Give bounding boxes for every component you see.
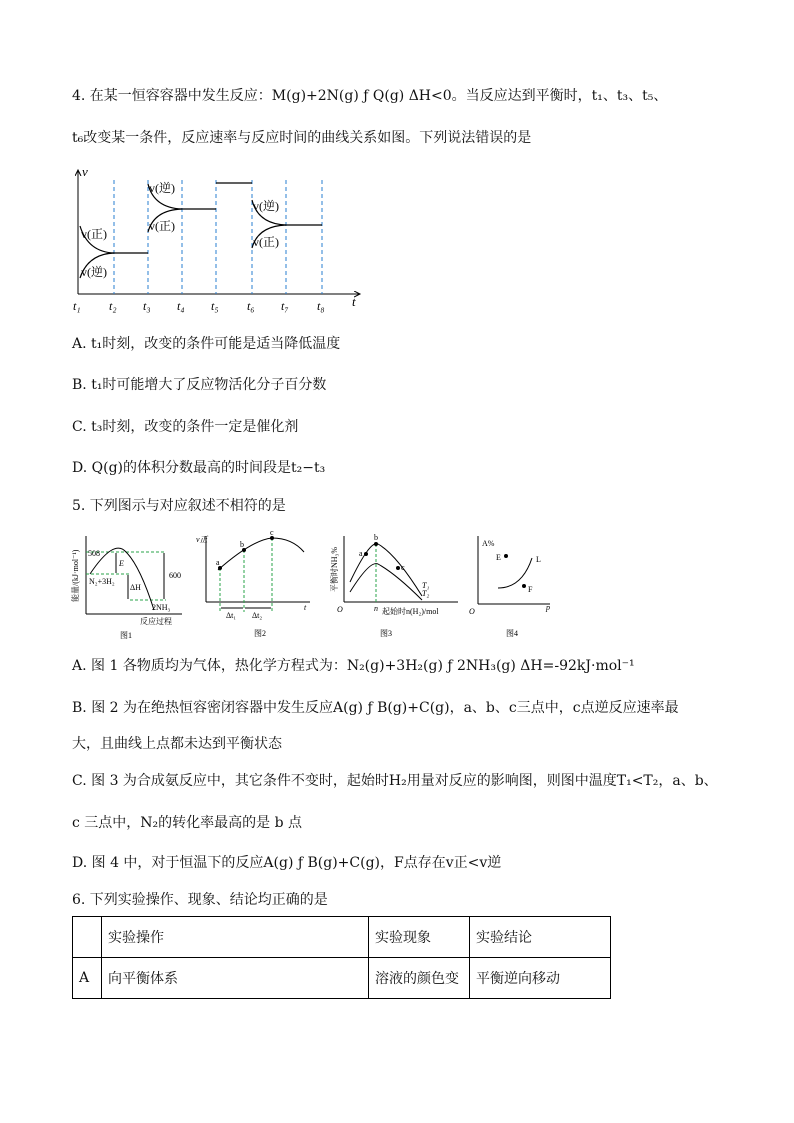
q5-stem: 5. 下列图示与对应叙述不相符的是 — [72, 498, 286, 514]
tick-t1: t₁ — [73, 299, 81, 313]
q4-option-d: D. Q(g)的体积分数最高的时间段是t₂−t₃ — [72, 460, 326, 476]
fig3-point-b: b — [374, 533, 378, 542]
q5-option-d: D. 图 4 中，对于恒温下的反应A(g) ƒ B(g)+C(g)，F点存在v正<v逆 — [72, 855, 502, 871]
fig2-ylabel: v正 — [196, 535, 208, 544]
curve-label-v-forward-3: v(正) — [253, 235, 279, 249]
q5-option-b-line1: B. 图 2 为在绝热恒容密闭容器中发生反应A(g) ƒ B(g)+C(g)，a、b、c三点中，c点逆反应速率最 — [72, 700, 679, 716]
fig2-point-a: a — [216, 558, 220, 567]
fig4-ylabel: A% — [482, 539, 495, 548]
fig1-value-508: 508 — [88, 549, 100, 558]
fig4-xlabel: p — [546, 603, 550, 612]
fig1-xlabel: 反应过程 — [140, 617, 172, 626]
fig2-caption: 图2 — [254, 629, 266, 638]
fig3-point-a: a — [359, 549, 363, 558]
fig2-point-b: b — [240, 540, 244, 549]
curve-label-v-reverse-2: v(逆) — [149, 181, 175, 195]
fig3-ylabel: 平衡时NH₃% — [330, 546, 339, 592]
q5-option-c-line1: C. 图 3 为合成氨反应中，其它条件不变时，起始时H₂用量对反应的影响图，则图中温度T₁<T₂，a、b、 — [72, 773, 718, 789]
curve-label-v-forward-2: v(正) — [149, 219, 175, 233]
table-header-row — [73, 917, 611, 958]
table-cell: 平衡逆向移动 — [470, 958, 611, 999]
q5-figure-2 — [192, 530, 314, 642]
x-axis-label: t — [352, 294, 356, 309]
q5-figure-1 — [70, 530, 190, 642]
curve-label-v-reverse-3: v(逆) — [253, 199, 279, 213]
fig1-value-600: 600 — [169, 571, 181, 580]
fig2-point-c: c — [270, 528, 274, 537]
tick-t6: t₆ — [247, 299, 255, 313]
fig3-xlabel: 起始时n(H₂)/mol — [382, 607, 439, 616]
tick-t5: t₅ — [211, 299, 219, 313]
header-cell: 实验操作 — [102, 917, 369, 958]
q4-option-a: A. t₁时刻，改变的条件可能是适当降低温度 — [72, 336, 341, 352]
fig4-label-l: L — [536, 555, 541, 564]
q5-figure-4 — [470, 530, 560, 642]
table-cell: A — [73, 958, 102, 999]
q6-stem: 6. 下列实验操作、现象、结论均正确的是 — [72, 892, 328, 908]
tick-t8: t₈ — [317, 299, 325, 313]
curve-label-v-forward-1: v(正) — [81, 227, 107, 241]
table-row — [73, 958, 611, 999]
header-cell: 实验结论 — [470, 917, 611, 958]
fig1-product: 2NH₃ — [152, 603, 171, 612]
fig2-dt1: Δt₁ — [226, 611, 237, 620]
tick-t7: t₇ — [281, 299, 289, 313]
fig2-dt2: Δt₂ — [252, 611, 263, 620]
fig3-caption: 图3 — [380, 629, 392, 638]
q6-table — [72, 916, 611, 999]
fig3-t2: T₂ — [422, 589, 430, 598]
header-cell — [73, 917, 102, 958]
fig1-caption: 图1 — [120, 631, 132, 640]
y-axis-label: v — [82, 164, 88, 179]
q4-stem-line2: t₆改变某一条件，反应速率与反应时间的曲线关系如图。下列说法错误的是 — [72, 130, 532, 146]
tick-t3: t₃ — [143, 299, 151, 313]
table-cell: 溶液的颜色变 — [369, 958, 470, 999]
fig4-caption: 图4 — [506, 629, 518, 638]
q5-option-b-line2: 大，且曲线上点都未达到平衡状态 — [72, 736, 282, 752]
curve-label-v-reverse-1: v(逆) — [81, 265, 107, 279]
tick-t4: t₄ — [177, 299, 185, 313]
q4-option-c: C. t₃时刻，改变的条件一定是催化剂 — [72, 419, 299, 435]
fig3-point-c: c — [401, 563, 405, 572]
header-cell: 实验现象 — [369, 917, 470, 958]
fig2-xlabel: t — [304, 603, 307, 612]
q5-figure-3 — [326, 530, 466, 642]
q5-option-a: A. 图 1 各物质均为气体，热化学方程式为：N₂(g)+3H₂(g) ƒ 2NH₃(g) ΔH=-92kJ·mol⁻¹ — [72, 658, 635, 674]
q4-rate-time-chart — [68, 164, 368, 316]
fig3-origin: O — [337, 605, 343, 614]
q5-option-c-line2: c 三点中，N₂的转化率最高的是 b 点 — [72, 815, 303, 831]
fig4-point-e: E — [496, 553, 501, 562]
fig1-reactants: N₂+3H₂ — [89, 577, 115, 586]
q4-option-b: B. t₁时可能增大了反应物活化分子百分数 — [72, 377, 327, 393]
fig4-point-f: F — [528, 585, 533, 594]
fig1-ylabel: 能量/(kJ·mol⁻¹) — [71, 549, 80, 602]
tick-t2: t₂ — [109, 299, 117, 313]
fig3-t1: T₁ — [422, 581, 430, 590]
fig1-label-e: E — [119, 559, 124, 568]
q4-stem-line1: 4. 在某一恒容容器中发生反应：M(g)+2N(g) ƒ Q(g) ΔH<0。当反应达到平衡时，t₁、t₃、t₅、 — [72, 88, 668, 104]
fig3-n: n — [374, 604, 378, 613]
fig4-origin: O — [469, 607, 475, 616]
table-cell: 向平衡体系 — [102, 958, 369, 999]
fig1-label-dh: ΔH — [130, 583, 141, 592]
